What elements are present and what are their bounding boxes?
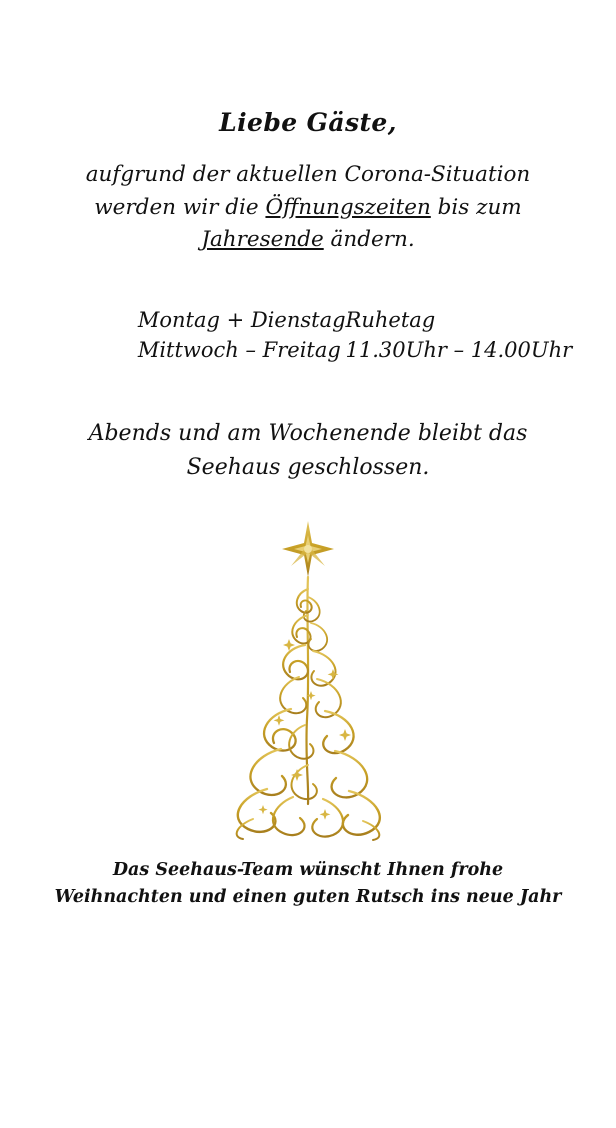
intro-line-3-suffix: ändern. xyxy=(323,227,415,253)
footer-line-2: Weihnachten und einen guten Rutsch ins neue Jahr xyxy=(54,887,562,908)
page-title: Liebe Gäste, xyxy=(219,108,397,137)
footer-line-1: Das Seehaus-Team wünscht Ihnen frohe xyxy=(112,860,504,881)
intro-line-1-text: aufgrund der aktuellen Corona-Situation xyxy=(85,162,531,187)
hours-time: 11.30Uhr – 14.00Uhr xyxy=(345,338,573,363)
notice-document xyxy=(0,108,616,1128)
closing-paragraph xyxy=(0,417,616,485)
closing-line-2: Seehaus geschlossen. xyxy=(186,455,430,481)
opening-hours-block xyxy=(0,305,616,365)
intro-paragraph xyxy=(0,159,616,257)
hours-day: Montag + Dienstag xyxy=(137,308,346,333)
christmas-tree-icon xyxy=(193,519,423,849)
sparkles xyxy=(258,639,351,820)
opening-hours-table xyxy=(44,305,572,365)
intro-line-2-underlined: Öffnungszeiten xyxy=(265,194,431,220)
table-row xyxy=(44,305,572,335)
hours-day: Mittwoch – Freitag xyxy=(137,338,341,363)
intro-line-2 xyxy=(48,192,568,225)
closing-line-1: Abends und am Wochenende bleibt das xyxy=(88,421,528,447)
intro-line-2-prefix: werden wir die xyxy=(94,194,266,220)
decoration-area xyxy=(0,519,616,849)
intro-line-2-suffix: bis zum xyxy=(430,194,522,220)
star-icon xyxy=(282,521,334,577)
hours-time: Ruhetag xyxy=(345,308,436,333)
intro-line-3-underlined: Jahresende xyxy=(201,227,324,253)
intro-line-1 xyxy=(48,159,568,192)
footer-message xyxy=(0,857,616,911)
table-row xyxy=(44,335,572,365)
tree-swirls xyxy=(237,577,380,840)
intro-line-3 xyxy=(48,224,568,257)
